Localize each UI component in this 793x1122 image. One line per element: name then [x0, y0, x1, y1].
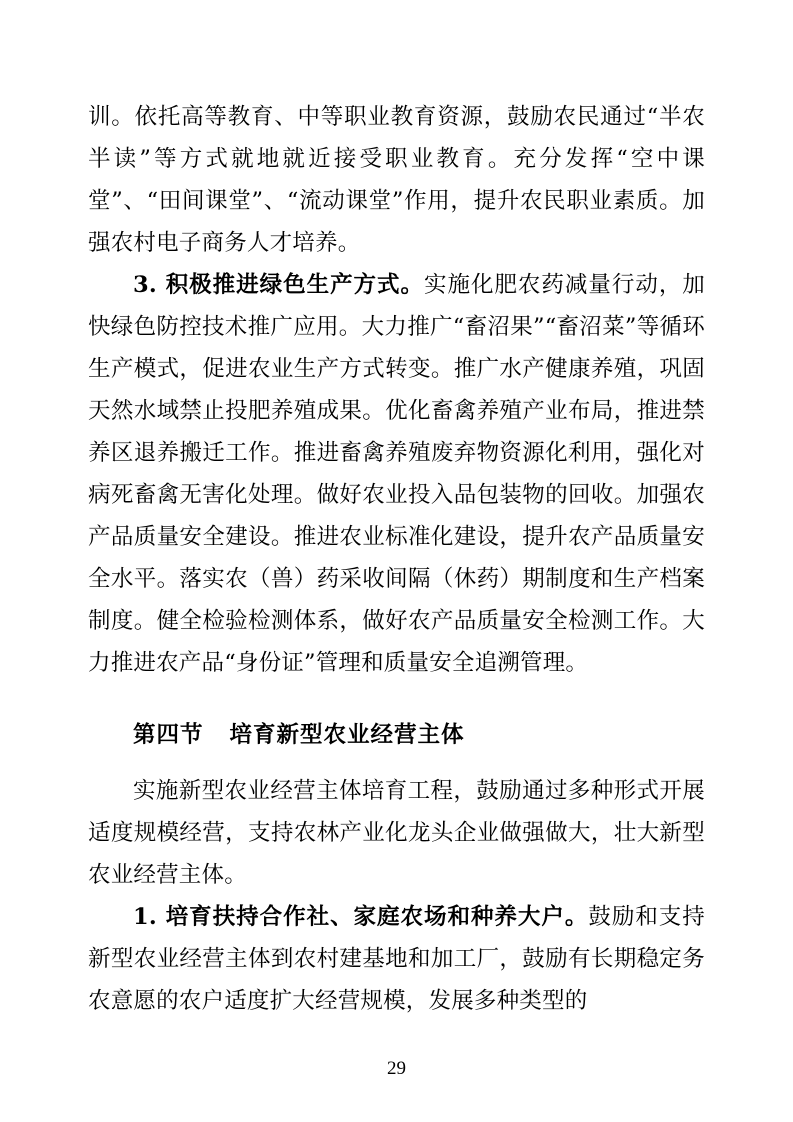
paragraph-item-1	[88, 896, 705, 1022]
section-heading-label: 第四节	[133, 722, 204, 748]
paragraph-text-3: 实施化肥农药减量行动，加快绿色防控技术推广应用。大力推广“畜沼果”“畜沼菜”等循环生产模式，促进农业生产方式转变。推广水产健康养殖，巩固天然水域禁止投肥养殖成果。优化畜禽养殖产业布局，推进禁养区退养搬迁工作。推进畜禽养殖废弃物资源化利用，强化对病死畜禽无害化处理。做好农业投入品包装物的回收。加强农产品质量安全建设。推进农业标准化建设，提升农产品质量安全水平。落实农（兽）药采收间隔（休药）期制度和生产档案制度。健全检验检测体系，做好农产品质量安全检测工作。大力推进农产品“身份证”管理和质量安全追溯管理。	[88, 272, 705, 676]
page-body	[88, 96, 705, 1022]
paragraph-lead-1: 1. 培育扶持合作社、家庭农场和种养大户。	[133, 904, 589, 930]
paragraph-section-intro	[88, 770, 705, 896]
page-number: 29	[387, 1058, 406, 1079]
paragraph-text-1: 鼓励和支持新型农业经营主体到农村建基地和加工厂，鼓励有长期稳定务农意愿的农户适度扩大经营规模，发展多种类型的	[88, 904, 705, 1014]
paragraph-continued	[88, 96, 705, 264]
section-heading	[88, 714, 705, 756]
section-heading-title: 培育新型农业经营主体	[229, 722, 465, 748]
paragraph-lead-3: 3. 积极推进绿色生产方式。	[133, 272, 424, 298]
paragraph-text: 训。依托高等教育、中等职业教育资源，鼓励农民通过“半农半读”等方式就地就近接受职业教育。充分发挥“空中课堂”、“田间课堂”、“流动课堂”作用，提升农民职业素质。加强农村电子商务人才培养。	[88, 104, 705, 256]
paragraph-text-intro: 实施新型农业经营主体培育工程，鼓励通过多种形式开展适度规模经营，支持农林产业化龙头企业做强做大，壮大新型农业经营主体。	[88, 778, 705, 888]
paragraph-item-3	[88, 264, 705, 684]
